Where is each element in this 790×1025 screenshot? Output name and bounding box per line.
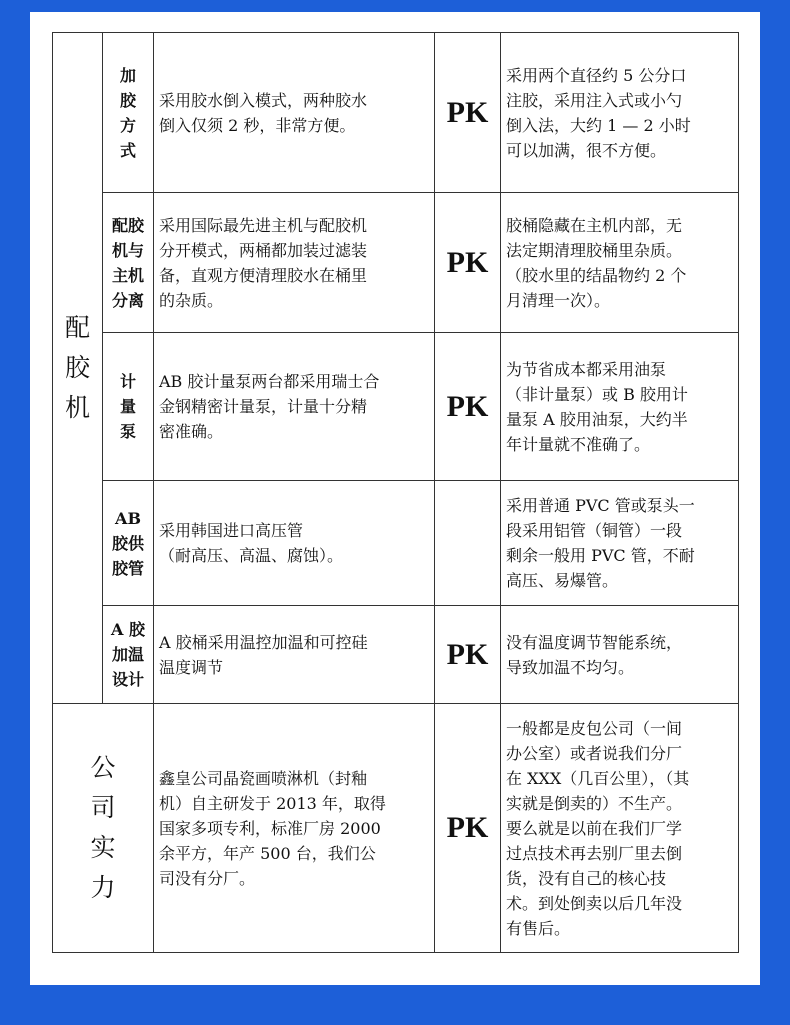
our-description [154,481,435,606]
text-line: 年计量就不准确了。 [506,434,651,454]
comparison-table [52,32,739,953]
text-line: 可以加满，很不方便。 [506,140,667,160]
text-line: 采用两个直径约 5 公分口 [506,65,687,85]
text-line: PK [446,637,489,671]
text-line: 导致加温不均匀。 [506,657,635,677]
feature-label [103,606,154,704]
text-line: 力 [90,873,116,902]
text-line: 泵 [119,422,136,441]
text-line: 采用国际最先进主机与配胶机 [159,215,368,235]
text-line: 有售后。 [506,918,571,938]
text-line: 术。到处倒卖以后几年没 [506,893,683,913]
feature-label [103,193,154,333]
text-line: 在 XXX（几百公里），（其 [506,768,690,788]
text-line: 温度调节 [159,657,224,677]
text-line: PK [446,95,489,129]
text-line: 设计 [111,670,144,689]
our-description [154,333,435,481]
text-line: 配胶 [111,215,144,235]
text-line: 法定期清理胶桶里杂质。 [506,240,683,260]
text-line: AB 胶计量泵两台都采用瑞士合 [159,372,380,391]
text-line: 胶 [64,353,90,382]
text-line: 货，没有自己的核心技 [506,868,667,888]
pk-label [435,33,501,193]
our-description [154,704,435,953]
text-line: A 胶桶采用温控加温和可控硅 [159,632,368,652]
text-line: PK [446,811,489,844]
text-line: 倒入法，大约 1 — 2 小时 [506,115,691,135]
text-line: 加 [119,65,136,85]
table-row [53,193,739,333]
text-line: 量泵 A 胶用油泵，大约半 [506,409,688,429]
text-line: 一般都是皮包公司（一间 [506,718,683,738]
document-page [30,12,760,985]
text-line: 机）自主研发于 2013 年，取得 [159,793,386,813]
text-line: 采用普通 PVC 管或泵头一 [506,496,695,515]
text-line: AB [115,508,141,528]
text-line: 量 [119,397,136,416]
text-line: 备，直观方便清理胶水在桶里 [159,265,368,285]
competitor-description [501,606,739,704]
feature-label [103,33,154,193]
our-description [154,193,435,333]
text-line: 公 [90,753,116,782]
text-line: 没有温度调节智能系统， [506,632,683,652]
text-line: 计 [119,372,136,391]
feature-label [103,333,154,481]
text-line: 办公室）或者说我们分厂 [506,743,683,763]
text-line: 机 [64,393,90,422]
text-line: 余平方，年产 500 台，我们公 [159,843,376,863]
table-row [53,33,739,193]
feature-label [103,481,154,606]
text-line: 要么就是以前在我们厂学 [506,818,683,838]
competitor-description [501,33,739,193]
text-line: A 胶 [111,620,145,639]
table-row [53,606,739,704]
pk-label [435,193,501,333]
table-row [53,333,739,481]
text-line: 司 [90,793,116,822]
text-line: 采用韩国进口高压管 [159,521,304,540]
text-line: 胶管 [111,558,144,578]
pk-label [435,606,501,704]
table-row [53,704,739,953]
pk-label [435,704,501,953]
category-machine [53,33,103,704]
text-line: 分离 [111,290,144,310]
text-line: 月清理一次）。 [506,290,611,310]
text-line: 鑫皇公司晶瓷画喷淋机（封釉 [159,768,368,788]
text-line: 实 [90,833,116,862]
text-line: 国家多项专利，标准厂房 2000 [159,818,381,838]
pk-label [435,481,501,606]
text-line: 金钢精密计量泵，计量十分精 [159,397,368,416]
text-line: 注胶，采用注入式或小勺 [506,90,683,110]
text-line: PK [446,245,489,279]
text-line: 机与 [111,240,144,260]
text-line: 分开模式，两桶都加装过滤装 [159,240,368,260]
text-line: （胶水里的结晶物约 2 个 [506,265,687,285]
category-company [53,704,154,953]
text-line: （耐高压、高温、腐蚀）。 [159,546,344,565]
text-line: 密准确。 [159,422,224,441]
text-line: 过点技术再去别厂里去倒 [506,843,683,863]
text-line: 胶供 [111,533,144,553]
competitor-description [501,481,739,606]
text-line: 式 [119,140,136,160]
our-description [154,33,435,193]
our-description [154,606,435,704]
text-line: PK [446,389,489,423]
text-line: 主机 [111,265,144,285]
text-line: 剩余一般用 PVC 管，不耐 [506,546,695,565]
competitor-description [501,704,739,953]
text-line: 司没有分厂。 [159,868,256,888]
pk-label [435,333,501,481]
text-line: 高压、易爆管。 [506,571,619,590]
competitor-description [501,333,739,481]
text-line: 配 [64,313,90,342]
text-line: 倒入仅须 2 秒，非常方便。 [159,115,356,135]
text-line: 胶 [119,90,136,110]
text-line: 方 [119,115,136,135]
text-line: 的杂质。 [159,290,224,310]
text-line: （非计量泵）或 B 胶用计 [506,384,688,404]
text-line: 实就是倒卖的）不生产。 [506,793,683,813]
text-line: 加温 [111,645,144,664]
text-line: 胶桶隐藏在主机内部，无 [506,215,683,235]
text-line: 段采用铝管（铜管）一段 [506,521,683,540]
text-line: 采用胶水倒入模式，两种胶水 [159,90,368,110]
table-row [53,481,739,606]
competitor-description [501,193,739,333]
text-line: 为节省成本都采用油泵 [506,359,667,379]
